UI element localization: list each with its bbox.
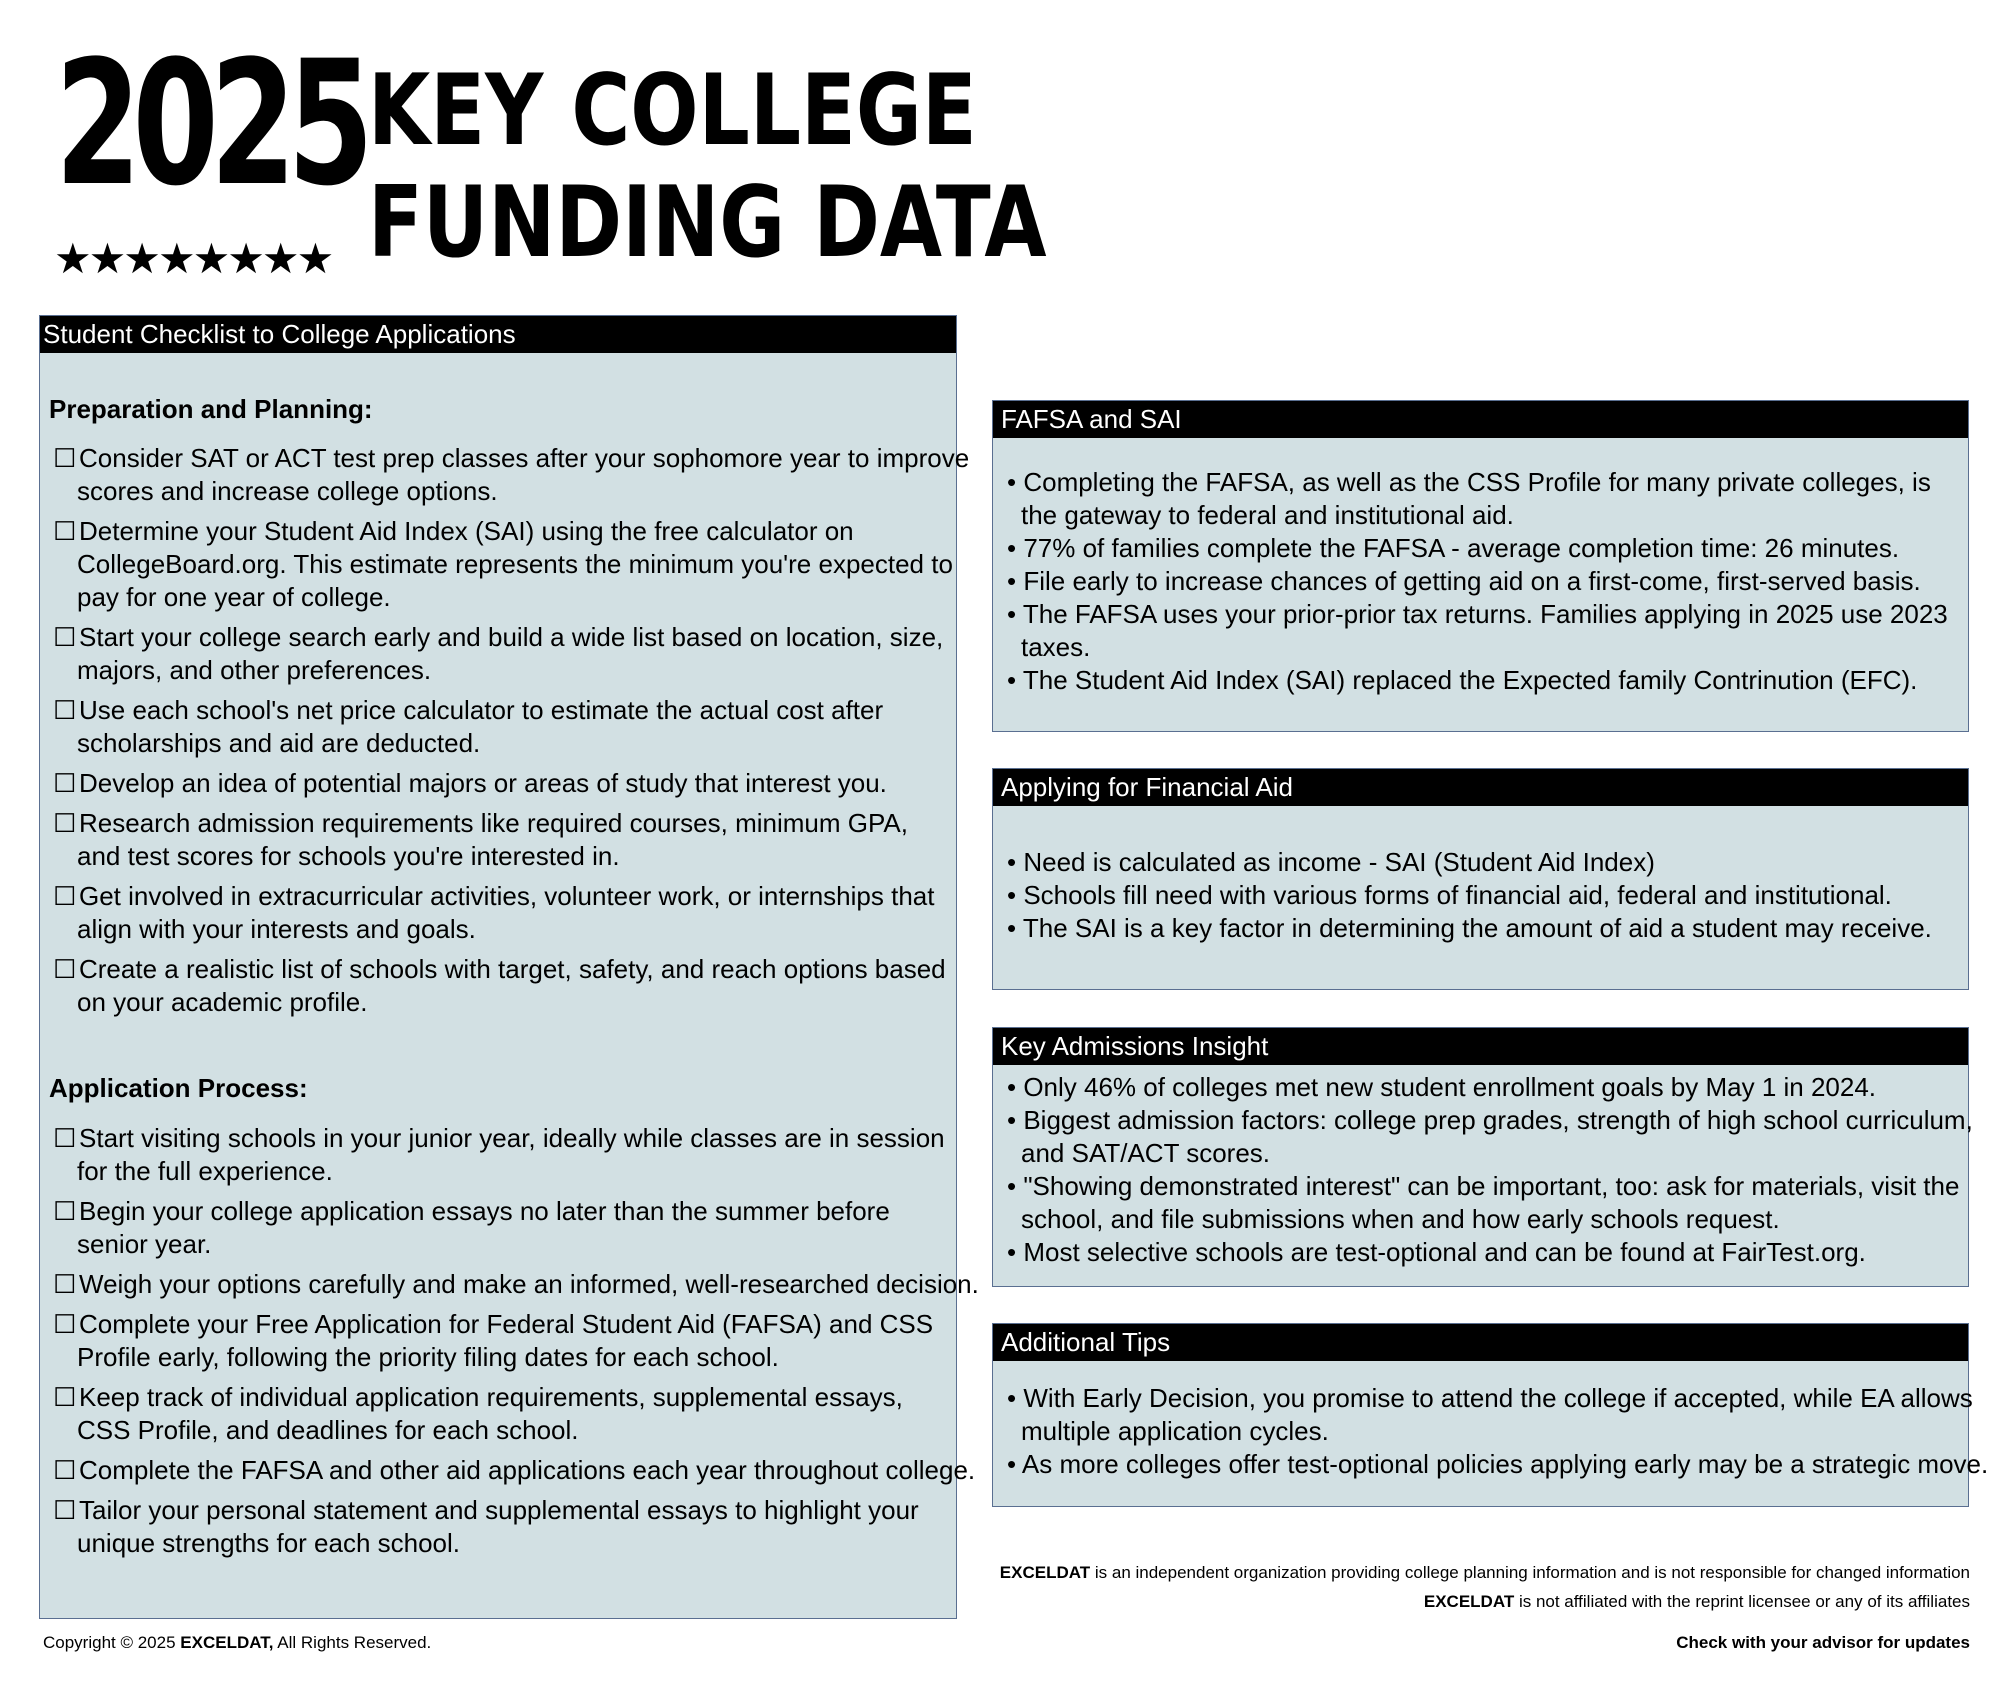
bullet-text: • 77% of families complete the FAFSA - average completion time: 26 minutes. (1007, 533, 1900, 563)
checklist-item (53, 1494, 950, 1560)
checkbox-icon[interactable]: ☐ (53, 1123, 77, 1153)
checkbox-icon[interactable]: ☐ (53, 516, 77, 546)
bullet-item (1007, 1104, 1973, 1170)
additional-tips-panel-title: Additional Tips (993, 1324, 1968, 1361)
admissions-panel (992, 1027, 1973, 1287)
checklist-item (53, 880, 950, 946)
disclaimer-text-1: is an independent organization providing college planning information and is not responsible for changed information (1090, 1563, 1970, 1582)
bullet-item (1007, 598, 1962, 664)
checkbox-icon[interactable]: ☐ (53, 1495, 77, 1525)
disclaimer-line-1 (1000, 1563, 1970, 1583)
bullet-text: and SAT/ACT scores. (1021, 1138, 1271, 1168)
fafsa-panel-title: FAFSA and SAI (993, 401, 1968, 438)
bullet-text: • Schools fill need with various forms of financial aid, federal and institutional. (1007, 880, 1892, 910)
checklist-item-text: Determine your Student Aid Index (SAI) using the free calculator on (79, 516, 854, 546)
checklist-item-text: CollegeBoard.org. This estimate represents the minimum you're expected to (77, 549, 953, 579)
bullet-item (1007, 1382, 1973, 1448)
bullet-item (1007, 664, 1962, 697)
student-checklist-panel (39, 315, 979, 1619)
checkbox-icon[interactable]: ☐ (53, 1382, 77, 1412)
checklist-item-text: Start your college search early and build a wide list based on location, size, (79, 622, 944, 652)
checklist-item (53, 1268, 979, 1301)
copyright-prefix: Copyright © 2025 (43, 1633, 181, 1652)
copyright-brand: EXCELDAT, (180, 1633, 274, 1652)
bullet-item (1007, 466, 1962, 532)
checklist-item (53, 767, 950, 800)
checklist-item-text: pay for one year of college. (77, 582, 391, 612)
bullet-text: taxes. (1021, 632, 1091, 662)
bullet-text: • With Early Decision, you promise to attend the college if accepted, while EA allows (1007, 1383, 1973, 1413)
fafsa-panel (992, 400, 1969, 732)
bullet-text: • The FAFSA uses your prior-prior tax returns. Families applying in 2025 use 2023 (1007, 599, 1948, 629)
title-line-1: KEY COLLEGE (368, 54, 977, 168)
title-line-2: FUNDING DATA (368, 166, 1047, 280)
financial-aid-panel-title: Applying for Financial Aid (993, 769, 1968, 806)
checklist-item-text: CSS Profile, and deadlines for each school. (77, 1415, 579, 1445)
bullet-item (1007, 565, 1962, 598)
checkbox-icon[interactable]: ☐ (53, 443, 77, 473)
bullet-item (1007, 1071, 1962, 1104)
checklist-item-text: Profile early, following the priority filing dates for each school. (77, 1342, 779, 1372)
checklist-item-text: Consider SAT or ACT test prep classes after your sophomore year to improve (79, 443, 970, 473)
checklist-item-text: Begin your college application essays no later than the summer before (79, 1196, 890, 1226)
checklist-item-text: Tailor your personal statement and supplemental essays to highlight your (79, 1495, 919, 1525)
bullet-item (1007, 532, 1962, 565)
checklist-item-text: senior year. (77, 1229, 212, 1259)
bullet-text: • Completing the FAFSA, as well as the CSS Profile for many private colleges, is (1007, 467, 1931, 497)
checklist-item-text: Weigh your options carefully and make an informed, well-researched decision. (79, 1269, 979, 1299)
checklist-item-text: Complete the FAFSA and other aid applications each year throughout college. (79, 1455, 976, 1485)
bullet-item (1007, 912, 1962, 945)
disclaimer-brand-2: EXCELDAT (1423, 1592, 1515, 1611)
checklist-item (53, 442, 970, 508)
bullet-text: the gateway to federal and institutional aid. (1021, 500, 1514, 530)
checkbox-icon[interactable]: ☐ (53, 1455, 77, 1485)
bullet-text: • As more colleges offer test-optional policies applying early may be a strategic move. (1007, 1449, 1989, 1479)
application-section-title: Application Process: (49, 1073, 308, 1103)
checkbox-icon[interactable]: ☐ (53, 695, 77, 725)
checklist-item-text: and test scores for schools you're interested in. (77, 841, 620, 871)
bullet-item (1007, 1170, 1962, 1236)
checkbox-icon[interactable]: ☐ (53, 1196, 77, 1226)
checklist-item (53, 1122, 950, 1188)
checklist-item (53, 694, 950, 760)
checkbox-icon[interactable]: ☐ (53, 808, 77, 838)
checklist-item-text: align with your interests and goals. (77, 914, 476, 944)
copyright-suffix: All Rights Reserved. (273, 1633, 432, 1652)
star-rating-decoration: ★★★★★★★★ (54, 234, 332, 283)
checklist-item-text: Create a realistic list of schools with target, safety, and reach options based (79, 954, 946, 984)
checkbox-icon[interactable]: ☐ (53, 1309, 77, 1339)
bullet-text: • Need is calculated as income - SAI (Student Aid Index) (1007, 847, 1655, 877)
checklist-item-text: for the full experience. (77, 1156, 333, 1186)
checkbox-icon[interactable]: ☐ (53, 954, 77, 984)
checklist-item-text: Keep track of individual application requirements, supplemental essays, (79, 1382, 903, 1412)
checklist-item (53, 515, 953, 614)
bullet-text: • The SAI is a key factor in determining the amount of aid a student may receive. (1007, 913, 1932, 943)
year-heading: 2025 (55, 23, 366, 224)
disclaimer-brand-1: EXCELDAT (999, 1563, 1091, 1582)
bullet-text: • File early to increase chances of getting aid on a first-come, first-served basis. (1007, 566, 1921, 596)
checklist-item-text: Research admission requirements like required courses, minimum GPA, (79, 808, 908, 838)
bullet-text: • The Student Aid Index (SAI) replaced the Expected family Contrinution (EFC). (1007, 665, 1918, 695)
checklist-item (53, 953, 950, 1019)
bullet-item (1007, 846, 1962, 879)
disclaimer-line-2 (1424, 1592, 1970, 1612)
checklist-item-text: Use each school's net price calculator to estimate the actual cost after (79, 695, 884, 725)
checklist-item-text: Develop an idea of potential majors or areas of study that interest you. (79, 768, 887, 798)
page-title (368, 55, 1047, 279)
checklist-item (53, 1195, 950, 1261)
copyright-notice (43, 1633, 431, 1653)
additional-tips-panel (992, 1323, 1989, 1507)
bullet-item (1007, 1448, 1989, 1481)
advisor-note: Check with your advisor for updates (1676, 1633, 1970, 1652)
checklist-item-text: scholarships and aid are deducted. (77, 728, 481, 758)
checklist-item-text: on your academic profile. (77, 987, 368, 1017)
checkbox-icon[interactable]: ☐ (53, 622, 77, 652)
checklist-item (53, 1308, 950, 1374)
bullet-text: • Most selective schools are test-optional and can be found at FairTest.org. (1007, 1237, 1866, 1267)
prep-section-title: Preparation and Planning: (49, 394, 373, 424)
checklist-panel-title: Student Checklist to College Applications (40, 316, 956, 353)
bullet-text: multiple application cycles. (1021, 1416, 1329, 1446)
checklist-item-text: Start visiting schools in your junior year, ideally while classes are in session (79, 1123, 945, 1153)
financial-aid-panel (992, 768, 1969, 990)
bullet-text: • Only 46% of colleges met new student enrollment goals by May 1 in 2024. (1007, 1072, 1877, 1102)
bullet-item (1007, 879, 1962, 912)
bullet-text: • Biggest admission factors: college prep grades, strength of high school curriculum, (1007, 1105, 1973, 1135)
checklist-item-text: scores and increase college options. (77, 476, 498, 506)
bullet-text: • "Showing demonstrated interest" can be important, too: ask for materials, visit the (1007, 1171, 1960, 1201)
checkbox-icon[interactable]: ☐ (53, 881, 77, 911)
checklist-item (53, 1454, 976, 1487)
checklist-item (53, 1381, 950, 1447)
disclaimer-text-2: is not affiliated with the reprint licensee or any of its affiliates (1514, 1592, 1970, 1611)
checklist-item (53, 807, 950, 873)
bullet-item (1007, 1236, 1962, 1269)
checklist-item-text: Get involved in extracurricular activities, volunteer work, or internships that (79, 881, 935, 911)
checklist-item-text: Complete your Free Application for Federal Student Aid (FAFSA) and CSS (79, 1309, 934, 1339)
checkbox-icon[interactable]: ☐ (53, 1269, 77, 1299)
checklist-item-text: majors, and other preferences. (77, 655, 432, 685)
bullet-text: school, and file submissions when and how early schools request. (1021, 1204, 1780, 1234)
checklist-item (53, 621, 950, 687)
checkbox-icon[interactable]: ☐ (53, 768, 77, 798)
checklist-item-text: unique strengths for each school. (77, 1528, 461, 1558)
admissions-panel-title: Key Admissions Insight (993, 1028, 1968, 1065)
